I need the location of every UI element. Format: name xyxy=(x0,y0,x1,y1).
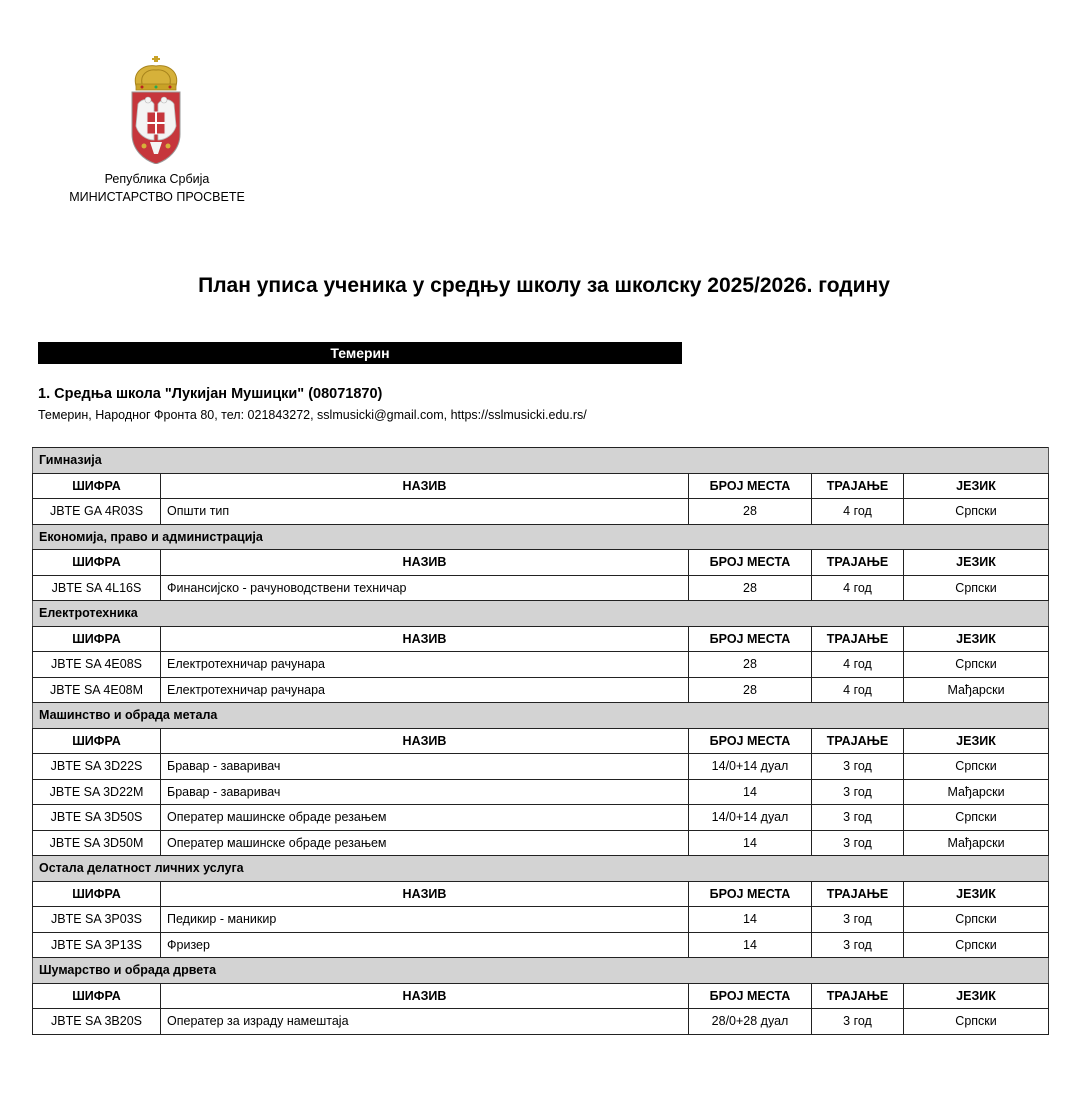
page-title: План уписа ученика у средњу школу за школску 2025/2026. годину xyxy=(198,274,890,297)
cell-places: 14/0+14 дуал xyxy=(689,754,812,780)
table-row xyxy=(33,932,1049,958)
cell-name: Општи тип xyxy=(161,499,689,525)
column-header-code: ШИФРА xyxy=(33,626,161,652)
cell-name: Педикир - маникир xyxy=(161,907,689,933)
table-row xyxy=(33,779,1049,805)
table-row xyxy=(33,830,1049,856)
cell-language: Српски xyxy=(904,932,1049,958)
enrollment-table xyxy=(32,447,1049,1035)
cell-name: Оператер за израду намештаја xyxy=(161,1009,689,1035)
cell-duration: 4 год xyxy=(812,575,904,601)
column-header-places: БРОЈ МЕСТА xyxy=(689,473,812,499)
cell-code: JBTE SA 3D22S xyxy=(33,754,161,780)
cell-places: 14 xyxy=(689,932,812,958)
cell-places: 14 xyxy=(689,779,812,805)
cell-language: Српски xyxy=(904,499,1049,525)
cell-language: Српски xyxy=(904,652,1049,678)
column-header-duration: ТРАЈАЊЕ xyxy=(812,473,904,499)
column-header-duration: ТРАЈАЊЕ xyxy=(812,550,904,576)
column-header-places: БРОЈ МЕСТА xyxy=(689,626,812,652)
column-header-name: НАЗИВ xyxy=(161,983,689,1009)
category-title: Остала делатност личних услуга xyxy=(33,856,1049,882)
cell-places: 28 xyxy=(689,499,812,525)
category-row xyxy=(33,448,1049,474)
ministry-name: МИНИСТАРСТВО ПРОСВЕТЕ xyxy=(69,190,245,204)
table-row xyxy=(33,1009,1049,1035)
cell-duration: 3 год xyxy=(812,1009,904,1035)
cell-duration: 4 год xyxy=(812,677,904,703)
cell-duration: 3 год xyxy=(812,907,904,933)
cell-code: JBTE SA 4L16S xyxy=(33,575,161,601)
category-title: Гимназија xyxy=(33,448,1049,474)
column-header-places: БРОЈ МЕСТА xyxy=(689,728,812,754)
cell-language: Српски xyxy=(904,575,1049,601)
category-row xyxy=(33,601,1049,627)
cell-places: 28/0+28 дуал xyxy=(689,1009,812,1035)
column-header-name: НАЗИВ xyxy=(161,473,689,499)
column-header-language: ЈЕЗИК xyxy=(904,550,1049,576)
column-header-language: ЈЕЗИК xyxy=(904,473,1049,499)
table-row xyxy=(33,907,1049,933)
column-header-code: ШИФРА xyxy=(33,881,161,907)
cell-language: Мађарски xyxy=(904,779,1049,805)
table-row xyxy=(33,499,1049,525)
column-header-duration: ТРАЈАЊЕ xyxy=(812,728,904,754)
cell-name: Бравар - заваривач xyxy=(161,754,689,780)
cell-duration: 3 год xyxy=(812,779,904,805)
cell-language: Српски xyxy=(904,907,1049,933)
cell-name: Електротехничар рачунара xyxy=(161,652,689,678)
column-header-row xyxy=(33,983,1049,1009)
column-header-name: НАЗИВ xyxy=(161,626,689,652)
cell-code: JBTE SA 3D50S xyxy=(33,805,161,831)
city-heading: Темерин xyxy=(38,342,682,364)
column-header-language: ЈЕЗИК xyxy=(904,626,1049,652)
serbia-coat-of-arms-icon xyxy=(128,56,184,164)
column-header-duration: ТРАЈАЊЕ xyxy=(812,881,904,907)
column-header-row xyxy=(33,881,1049,907)
cell-code: JBTE SA 3P13S xyxy=(33,932,161,958)
cell-language: Мађарски xyxy=(904,830,1049,856)
column-header-language: ЈЕЗИК xyxy=(904,881,1049,907)
column-header-name: НАЗИВ xyxy=(161,881,689,907)
cell-code: JBTE SA 3B20S xyxy=(33,1009,161,1035)
cell-duration: 3 год xyxy=(812,830,904,856)
cell-duration: 3 год xyxy=(812,805,904,831)
cell-duration: 4 год xyxy=(812,652,904,678)
cell-language: Српски xyxy=(904,1009,1049,1035)
category-row xyxy=(33,524,1049,550)
school-info: Темерин, Народног Фронта 80, тел: 021843272, sslmusicki@gmail.com, https://sslmusicki.edu.rs/ xyxy=(38,408,587,422)
cell-code: JBTE GA 4R03S xyxy=(33,499,161,525)
column-header-places: БРОЈ МЕСТА xyxy=(689,550,812,576)
column-header-name: НАЗИВ xyxy=(161,550,689,576)
cell-places: 14/0+14 дуал xyxy=(689,805,812,831)
cell-duration: 3 год xyxy=(812,754,904,780)
cell-places: 28 xyxy=(689,652,812,678)
cell-name: Фризер xyxy=(161,932,689,958)
cell-code: JBTE SA 4E08M xyxy=(33,677,161,703)
table-row xyxy=(33,754,1049,780)
table-row xyxy=(33,677,1049,703)
cell-name: Оператер машинске обраде резањем xyxy=(161,805,689,831)
cell-name: Финансијско - рачуноводствени техничар xyxy=(161,575,689,601)
cell-name: Бравар - заваривач xyxy=(161,779,689,805)
cell-code: JBTE SA 3D22M xyxy=(33,779,161,805)
column-header-language: ЈЕЗИК xyxy=(904,728,1049,754)
category-row xyxy=(33,856,1049,882)
cell-places: 28 xyxy=(689,575,812,601)
cell-language: Мађарски xyxy=(904,677,1049,703)
column-header-row xyxy=(33,473,1049,499)
column-header-code: ШИФРА xyxy=(33,550,161,576)
column-header-row xyxy=(33,728,1049,754)
table-row xyxy=(33,805,1049,831)
category-row xyxy=(33,958,1049,984)
cell-duration: 3 год xyxy=(812,932,904,958)
table-row xyxy=(33,575,1049,601)
school-name: 1. Средња школа "Лукијан Мушицки" (08071870) xyxy=(38,386,383,402)
column-header-places: БРОЈ МЕСТА xyxy=(689,983,812,1009)
cell-code: JBTE SA 3P03S xyxy=(33,907,161,933)
category-title: Електротехника xyxy=(33,601,1049,627)
cell-places: 14 xyxy=(689,907,812,933)
category-row xyxy=(33,703,1049,729)
column-header-code: ШИФРА xyxy=(33,728,161,754)
column-header-code: ШИФРА xyxy=(33,983,161,1009)
cell-language: Српски xyxy=(904,805,1049,831)
column-header-duration: ТРАЈАЊЕ xyxy=(812,626,904,652)
category-title: Машинство и обрада метала xyxy=(33,703,1049,729)
cell-language: Српски xyxy=(904,754,1049,780)
cell-places: 28 xyxy=(689,677,812,703)
category-title: Економија, право и администрација xyxy=(33,524,1049,550)
country-name: Република Србија xyxy=(104,172,210,186)
cell-code: JBTE SA 4E08S xyxy=(33,652,161,678)
column-header-duration: ТРАЈАЊЕ xyxy=(812,983,904,1009)
category-title: Шумарство и обрада дрвета xyxy=(33,958,1049,984)
cell-name: Електротехничар рачунара xyxy=(161,677,689,703)
cell-name: Оператер машинске обраде резањем xyxy=(161,830,689,856)
column-header-language: ЈЕЗИК xyxy=(904,983,1049,1009)
column-header-row xyxy=(33,550,1049,576)
column-header-name: НАЗИВ xyxy=(161,728,689,754)
cell-places: 14 xyxy=(689,830,812,856)
cell-code: JBTE SA 3D50M xyxy=(33,830,161,856)
cell-duration: 4 год xyxy=(812,499,904,525)
column-header-code: ШИФРА xyxy=(33,473,161,499)
table-row xyxy=(33,652,1049,678)
column-header-row xyxy=(33,626,1049,652)
column-header-places: БРОЈ МЕСТА xyxy=(689,881,812,907)
